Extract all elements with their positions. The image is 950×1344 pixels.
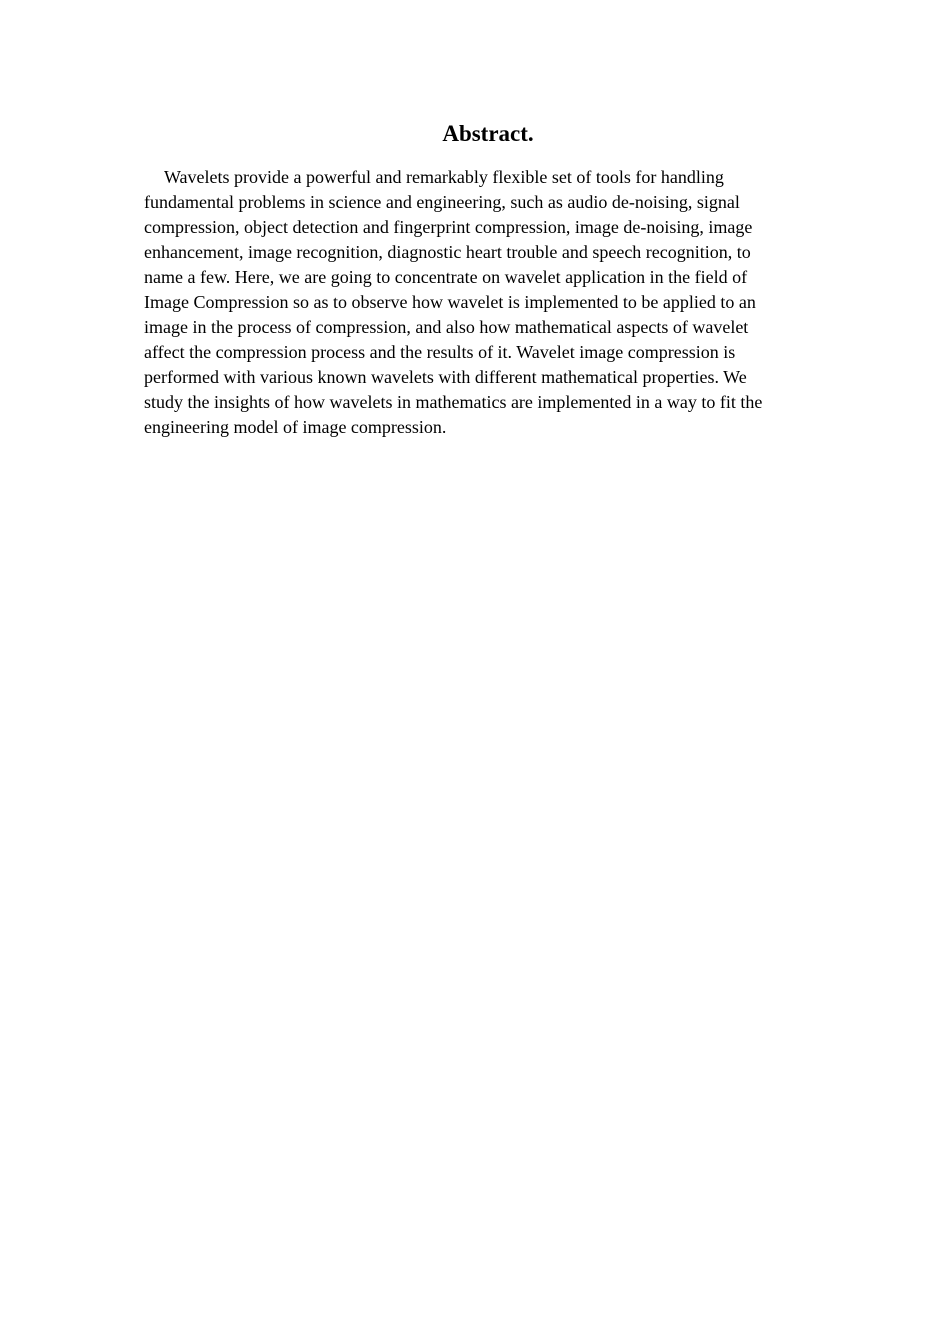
abstract-line: compression, object detection and fingerprint compression, image de-noising, image xyxy=(144,217,753,237)
abstract-line: image in the process of compression, and also how mathematical aspects of wavelet xyxy=(144,317,749,337)
abstract-line: name a few. Here, we are going to concentrate on wavelet application in the field of xyxy=(144,267,748,287)
abstract-paragraph xyxy=(144,165,812,440)
abstract-line: performed with various known wavelets with different mathematical properties. We xyxy=(144,367,747,387)
abstract-line: Wavelets provide a powerful and remarkably flexible set of tools for handling xyxy=(164,167,724,187)
abstract-heading: Abstract. xyxy=(442,121,534,146)
abstract-line: affect the compression process and the results of it. Wavelet image compression is xyxy=(144,342,736,362)
abstract-line: study the insights of how wavelets in mathematics are implemented in a way to fit the xyxy=(144,392,763,412)
abstract-line: Image Compression so as to observe how wavelet is implemented to be applied to an xyxy=(144,292,756,312)
abstract-line: engineering model of image compression. xyxy=(144,417,447,437)
abstract-line: fundamental problems in science and engineering, such as audio de-noising, signal xyxy=(144,192,740,212)
abstract-line: enhancement, image recognition, diagnostic heart trouble and speech recognition, to xyxy=(144,242,751,262)
